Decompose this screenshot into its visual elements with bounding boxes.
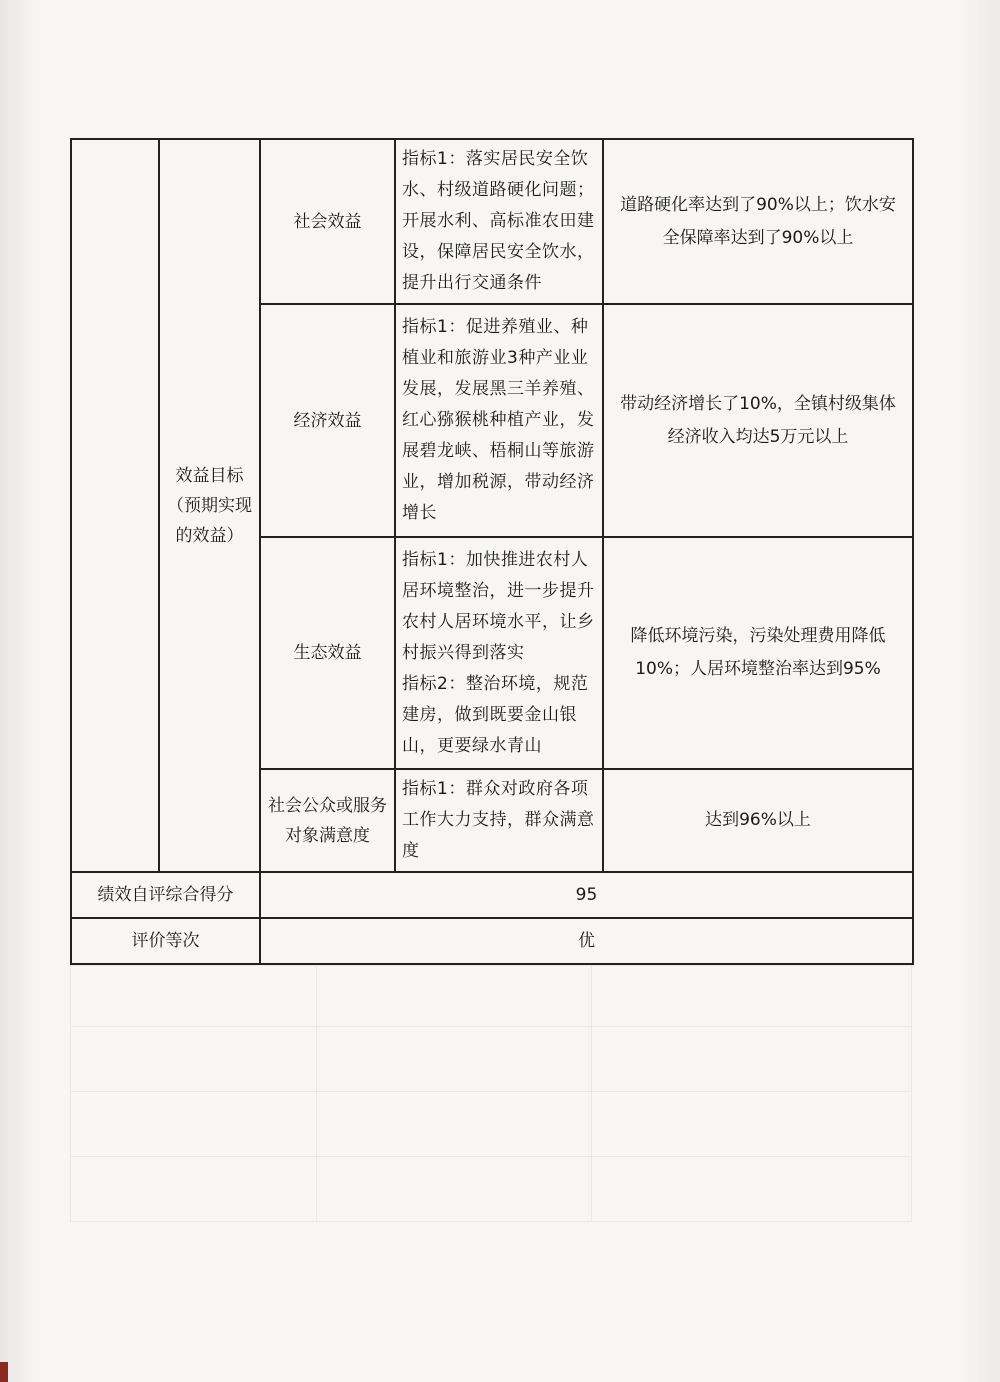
- indicator-cell: [395, 304, 603, 537]
- value-text: 降低环境污染，污染处理费用降低10%；人居环境整治率达到95%: [630, 626, 886, 679]
- value-cell: [603, 304, 913, 537]
- sub-category-cell: [260, 769, 395, 872]
- indicator-cell: [395, 139, 603, 304]
- blank-category-cell: [71, 139, 159, 872]
- table-row: [71, 139, 913, 304]
- sub-category-cell: [260, 139, 395, 304]
- value-cell: [603, 537, 913, 769]
- page-edge-mark: [0, 1362, 8, 1382]
- value-cell: [603, 769, 913, 872]
- sub-category-label: 经济效益: [293, 410, 362, 431]
- grade-row: [71, 918, 913, 964]
- sub-category-label: 生态效益: [293, 643, 362, 663]
- indicator-cell: [395, 537, 603, 769]
- grade-label: 评价等次: [131, 930, 200, 951]
- score-value-cell: [260, 872, 913, 918]
- value-text: 带动经济增长了10%，全镇村级集体经济收入均达5万元以上: [620, 393, 896, 447]
- value-text: 道路硬化率达到了90%以上；饮水安全保障率达到了90%以上: [620, 194, 896, 248]
- indicator-text: 指标1：落实居民安全饮水、村级道路硬化问题；开展水利、高标准农田建设，保障居民安全饮水，提升出行交通条件: [402, 149, 595, 293]
- category-cell: [159, 139, 260, 872]
- score-label: 绩效自评综合得分: [97, 884, 234, 905]
- category-label: 效益目标（预期实现的效益）: [167, 465, 252, 546]
- bleed-through-table: [70, 965, 912, 1222]
- grade-value-cell: [260, 918, 913, 964]
- indicator-text: 指标1：加快推进农村人居环境整治，进一步提升农村人居环境水平，让乡村振兴得到落实: [402, 549, 595, 663]
- score-row: [71, 872, 913, 918]
- score-label-cell: [71, 872, 260, 918]
- sub-category-label: 社会效益: [293, 211, 362, 232]
- value-cell: [603, 139, 913, 304]
- value-text: 达到96%以上: [705, 810, 811, 830]
- indicator-text: 指标1：群众对政府各项工作大力支持，群众满意度: [402, 779, 595, 861]
- sub-category-cell: [260, 304, 395, 537]
- indicator-text: 指标1：促进养殖业、种植业和旅游业3种产业业发展，发展黑三羊养殖、红心猕猴桃种植产业，发展碧龙峡、梧桐山等旅游业，增加税源，带动经济增长: [402, 317, 595, 523]
- indicator-cell: [395, 769, 603, 872]
- score-value: 95: [575, 884, 598, 905]
- sub-category-cell: [260, 537, 395, 769]
- sub-category-label: 社会公众或服务对象满意度: [268, 795, 387, 846]
- performance-table: [70, 138, 914, 965]
- grade-label-cell: [71, 918, 260, 964]
- indicator-text: 指标2：整治环境，规范建房，做到既要金山银山，更要绿水青山: [402, 673, 589, 756]
- grade-value: 优: [578, 930, 595, 951]
